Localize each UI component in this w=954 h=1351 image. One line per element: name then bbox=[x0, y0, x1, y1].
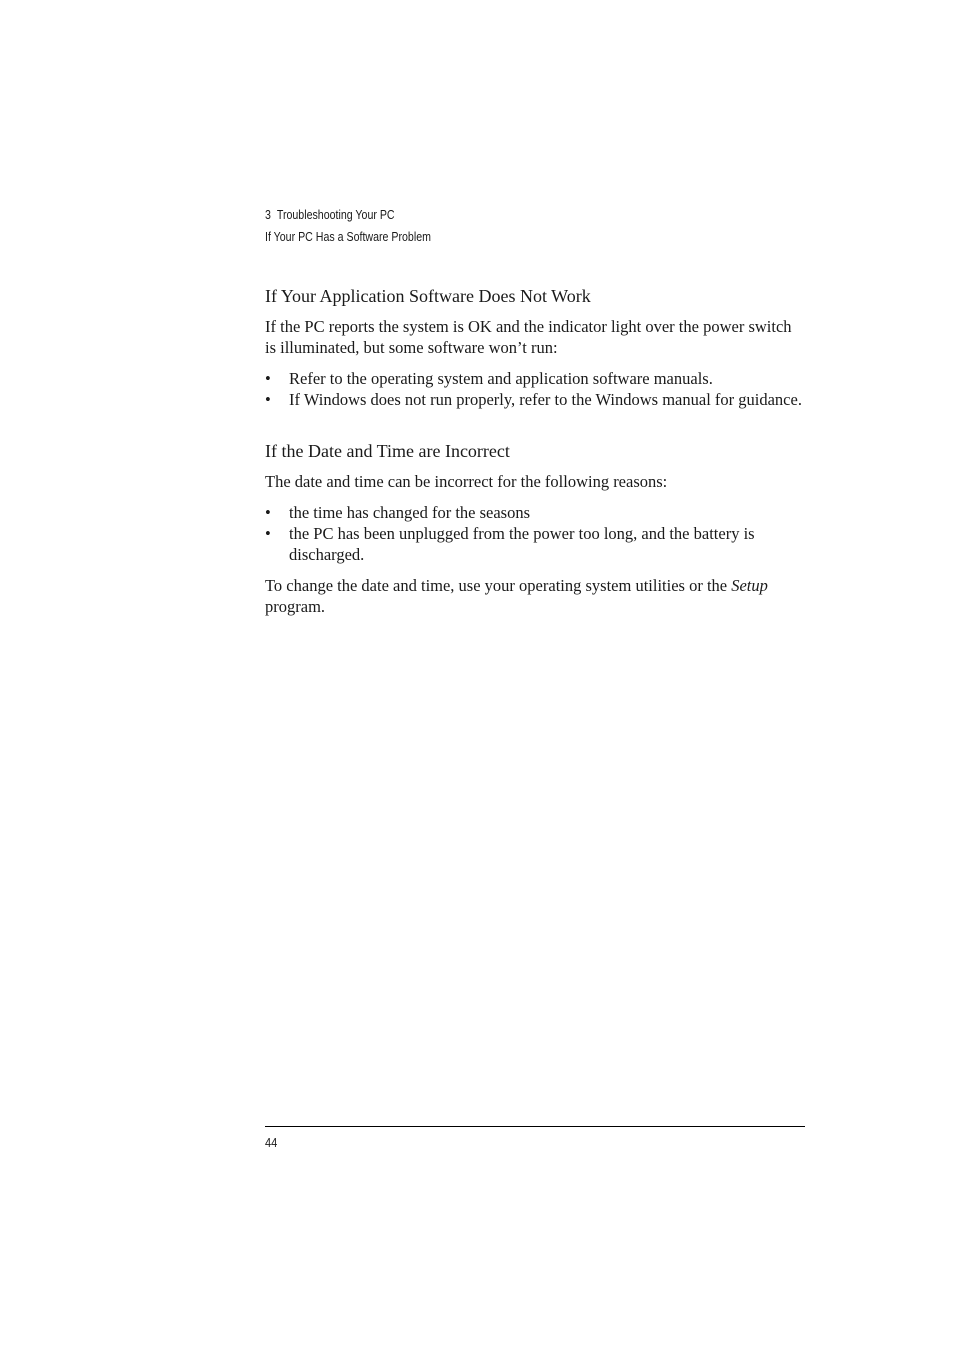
list-item bbox=[265, 368, 805, 389]
section-heading-application-software: If Your Application Software Does Not Work bbox=[265, 286, 591, 306]
section-intro-date-time: The date and time can be incorrect for the following reasons: bbox=[265, 472, 668, 491]
chapter-number: 3 bbox=[265, 208, 271, 222]
setup-program-name: Setup bbox=[731, 576, 768, 595]
list-item-text: the time has changed for the seasons bbox=[289, 503, 531, 522]
chapter-title: Troubleshooting Your PC bbox=[276, 208, 395, 222]
bullet-list-application-software bbox=[265, 368, 805, 410]
footer-rule bbox=[265, 1126, 805, 1127]
bullet-icon: • bbox=[265, 390, 271, 409]
list-item-text: Refer to the operating system and application software manuals. bbox=[289, 369, 713, 388]
closing-text-start: To change the date and time, use your operating system utilities or the bbox=[265, 576, 728, 595]
bullet-list-date-time bbox=[265, 502, 805, 565]
bullet-icon: • bbox=[265, 524, 271, 543]
bullet-icon: • bbox=[265, 503, 271, 522]
closing-text-end: program. bbox=[265, 597, 326, 616]
section-running-title: If Your PC Has a Software Problem bbox=[265, 230, 431, 244]
section-heading-date-time: If the Date and Time are Incorrect bbox=[265, 441, 510, 461]
running-head bbox=[265, 206, 431, 246]
list-item bbox=[265, 502, 805, 523]
list-item bbox=[265, 523, 805, 565]
bullet-icon: • bbox=[265, 369, 271, 388]
page-content bbox=[265, 284, 805, 627]
page-number: 44 bbox=[265, 1135, 278, 1150]
chapter-heading bbox=[265, 206, 431, 224]
list-item-text: If Windows does not run properly, refer to the Windows manual for guidance. bbox=[289, 390, 802, 409]
list-item bbox=[265, 389, 805, 410]
list-item-text: the PC has been unplugged from the power too long, and the battery is discharged. bbox=[289, 524, 755, 564]
closing-paragraph bbox=[265, 575, 805, 617]
section-intro-application-software: If the PC reports the system is OK and the indicator light over the power switch is illuminated, but some software won’t run: bbox=[265, 317, 792, 357]
